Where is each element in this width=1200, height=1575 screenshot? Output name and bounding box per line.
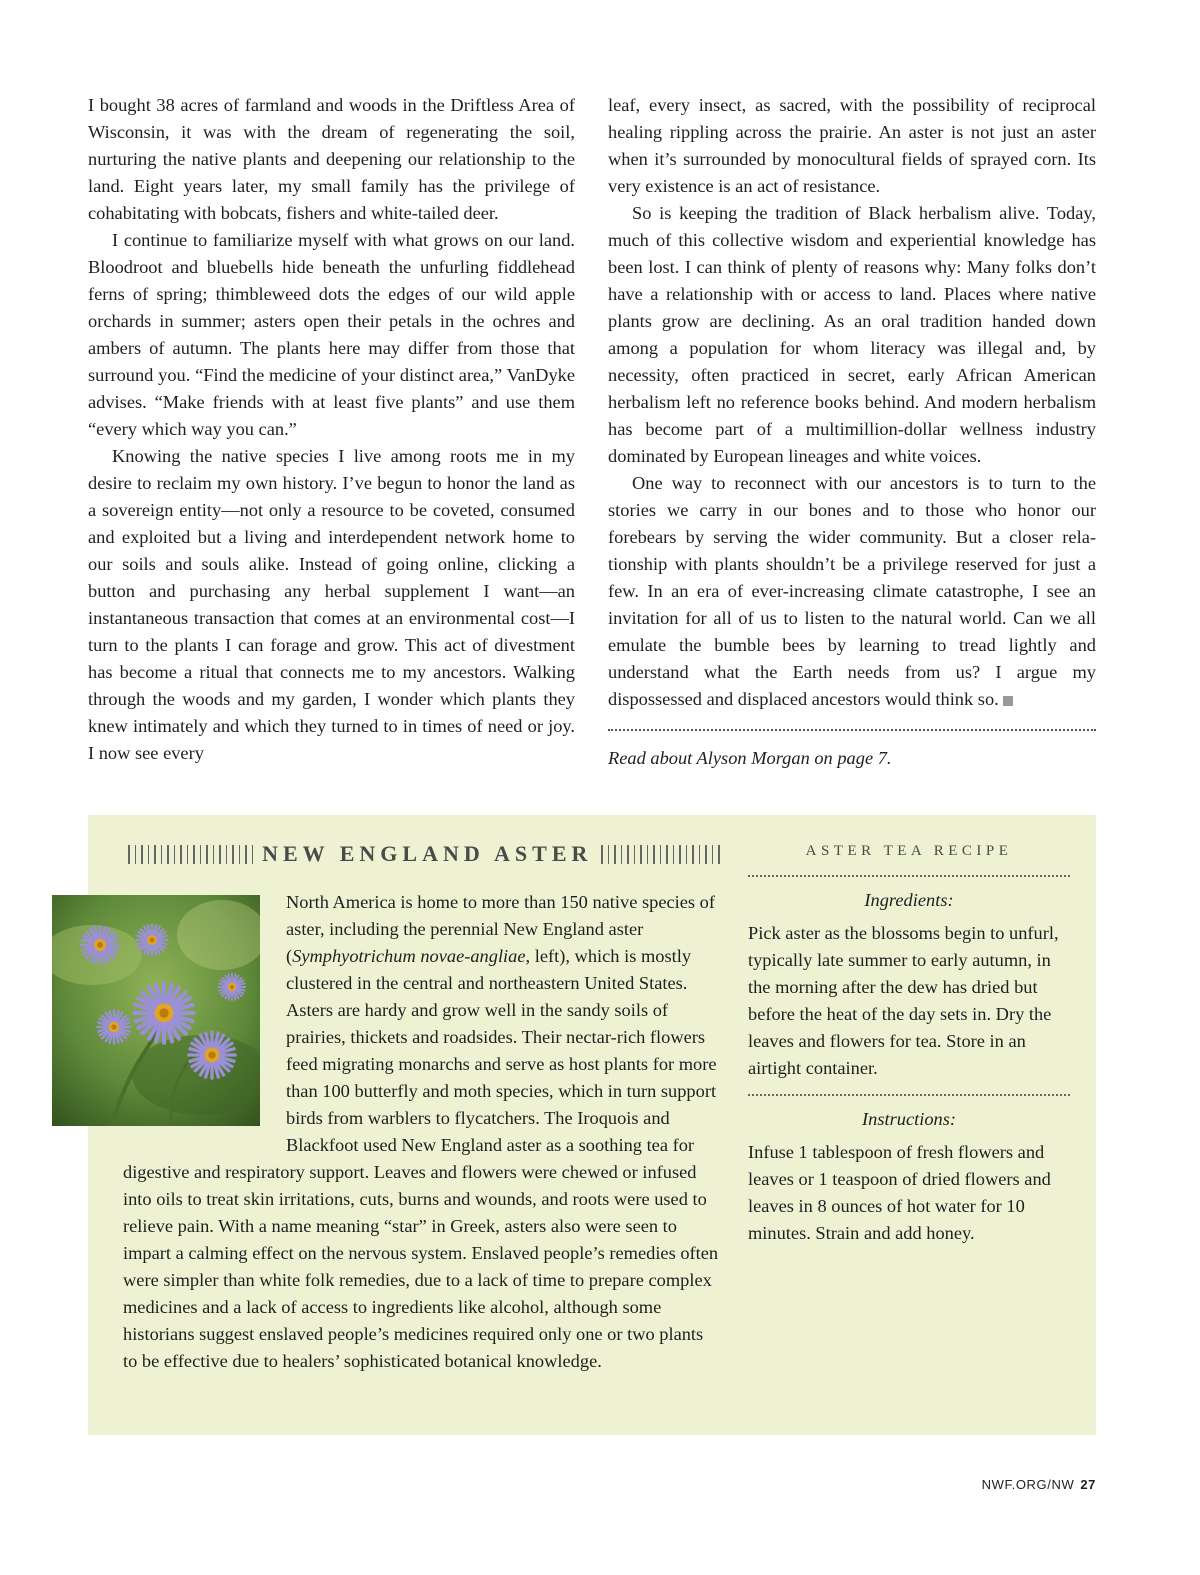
article-paragraph: Knowing the native species I live among roots me in my desire to reclaim my own history. I’ve begun to honor the land as a sovereign entity—not only a resource to be coveted, consumed and exploited but a living and interdependent network home to our soils and souls alike. Instead of going online, clicking a button and purchasing any herbal supplement I want—an instantaneous transaction that comes at an environmental cost—I turn to the plants I can forage and grow. This act of divestment has become a ritual that connects me to my ancestors. Walking through the woods and my garden, I wonder which plants they knew intimately and which they turned to in times of need or joy. I now see every [88,446,575,763]
instructions-heading: Instructions: [862,1109,956,1129]
page-footer [982,1477,1096,1492]
ingredients-text: Pick aster as the blossoms begin to unfurl, typically late summer to early autumn, in the morning after the dew has dried but before the heat of the day sets in. Dry the leaves and flowers for tea. Store in an airtight container. [748,923,1059,1078]
sidebar-body [123,889,721,1375]
article-paragraph: So is keeping the tradition of Black herbalism alive. Today, much of this collective wisdom and experiential knowledge has been lost. I can think of plenty of reasons why: Many folks don’t have a relationship with or access to land. Places where native plants grow are declining. As an oral tradition handed down among a population for whom literacy was illegal and, by necessity, often practiced in secret, early African American herbalism left no reference books behind. And modern herbalism has become part of a multimillion-dollar wellness industry dominated by European lineages and white voices. [608,203,1096,466]
sidebar-paragraph: North America is home to more than 150 native species of aster, including the perennial New England aster (Symphyotrichum novae-angliae, left), which is mostly clustered in the central and northeastern United States. Asters are hardy and grow well in the sandy soils of prairies, thickets and roadsides. Their nectar-rich flowers feed migrating monarchs and serve as host plants for more than 100 butterfly and moth species, which in turn support birds from warblers to flycatchers. The Iroquois and Blackfoot used New England aster as a soothing tea for digestive and respiratory support. Leaves and flowers were chewed or infused into oils to treat skin irritations, cuts, burns and wounds, and roots were used to relieve pain. With a name meaning “star” in Greek, asters also were seen to impart a calming effect on the nervous system. Enslaved people’s remedies often were simpler than white folk remedies, due to a lack of time to prepare complex medicines and a lack of access to ingredients like alcohol, although some historians suggest enslaved people’s medicines required only one or two plants to be effective due to healers’ sophisticated botanical knowledge. [123,892,719,1371]
page-number: 27 [1080,1477,1096,1492]
site-url: NWF.ORG/NW [981,1477,1075,1492]
article-paragraph: leaf, every insect, as sacred, with the possibility of reciprocal healing rippling across the prairie. An aster is not just an aster when it’s surrounded by monocultural fields of sprayed corn. Its very existence is an act of resistance. [608,95,1096,196]
tick-rule-left-icon [128,845,253,864]
article-column-right [608,92,1096,772]
ingredients-heading: Ingredients: [864,890,954,910]
author-byline: Read about Alyson Morgan on page 7. [608,748,892,768]
recipe-box [748,838,1070,1259]
article-paragraph-text: One way to reconnect with our ancestors is to turn to the stories we carry in our bones and to those who honor our forebears by serving the wider community. But a closer relationship with plants shouldn’t be a privilege reserved for just a few. In an era of ever-increasing climate catastrophe, I see an invitation for all of us to listen to the natural world. Can we all emulate the bumble bees by learning to tread lightly and understand what the Earth needs from us? I argue my dispossessed and displaced ancestors would think so. [608,473,1096,709]
recipe-divider [748,875,1070,877]
instructions-text: Infuse 1 tablespoon of fresh flowers and leaves or 1 teaspoon of dried flowers and leaves in 8 ounces of hot water for 10 minutes. Strain and add honey. [748,1142,1051,1243]
article-column-left [88,92,575,767]
recipe-divider [748,1094,1070,1096]
species-name: Symphyotrichum novae-angliae [292,946,526,966]
recipe-title: ASTER TEA RECIPE [805,843,1013,859]
tick-rule-right-icon [601,845,720,864]
article-paragraph: I continue to familiarize myself with what grows on our land. Bloodroot and bluebells hide beneath the unfurling fiddlehead ferns of spring; thimbleweed dots the edges of our wild apple orchards in summer; asters open their petals in the ochres and ambers of autumn. The plants here may differ from those that surround you. “Find the medicine of your distinct area,” VanDyke advises. “Make friends with at least five plants” and use them “every which way you can.” [88,230,575,439]
end-mark-icon [1003,696,1013,706]
sidebar-title: NEW ENGLAND ASTER [262,841,593,866]
byline-divider [608,729,1096,731]
sidebar-title-row [128,841,720,867]
article-paragraph: I bought 38 acres of farmland and woods in the Driftless Area of Wisconsin, it was with the dream of regenerating the soil, nurturing the native plants and deepening our relationship to the land. Eight years later, my small family has the privilege of cohabitating with bobcats, fishers and white-tailed deer. [88,95,575,223]
article-paragraph-final [608,470,1096,713]
